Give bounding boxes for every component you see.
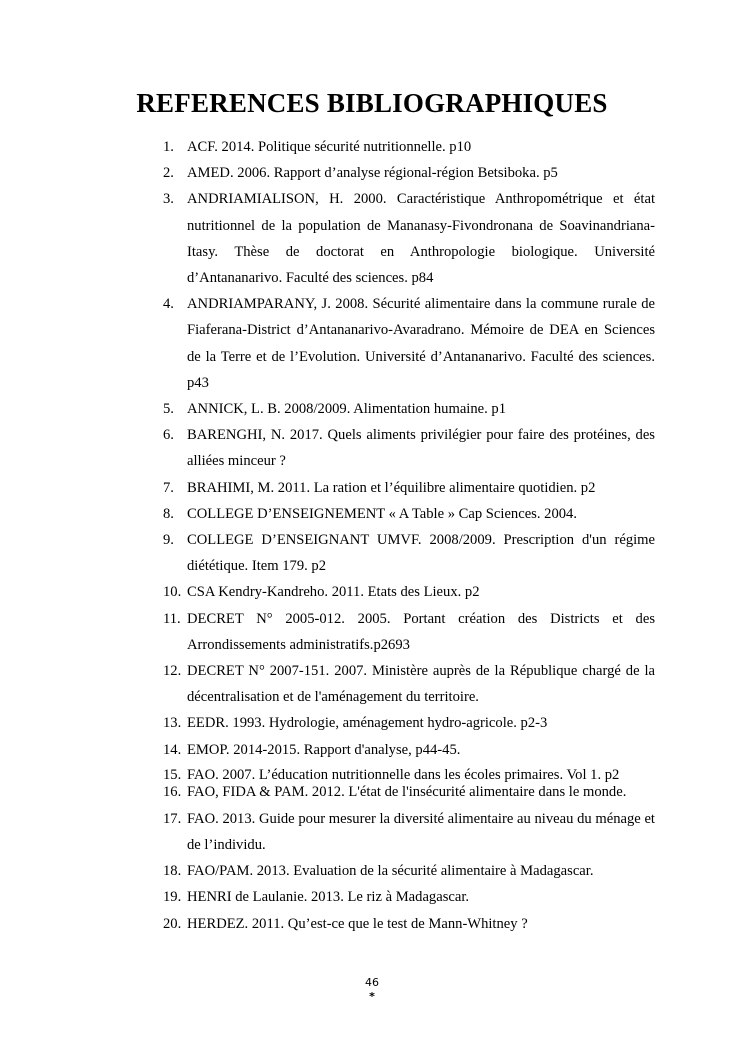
reference-item (163, 475, 655, 501)
reference-text: BARENGHI, N. 2017. Quels aliments privilégier pour faire des protéines, des alliées minceur ? (187, 427, 655, 470)
reference-text: EEDR. 1993. Hydrologie, aménagement hydro-agricole. p2-3 (187, 715, 548, 732)
page-number: 46 (365, 976, 379, 989)
reference-number: 13. (163, 715, 182, 732)
reference-text: HENRI de Laulanie. 2013. Le riz à Madagascar. (187, 889, 470, 906)
reference-number: 11. (163, 610, 181, 627)
reference-number: 14. (163, 741, 182, 758)
reference-number: 18. (163, 863, 182, 880)
reference-number: 10. (163, 584, 182, 601)
reference-item (163, 396, 655, 422)
reference-item (163, 501, 655, 527)
reference-text: DECRET N° 2005-012. 2005. Portant création des Districts et des Arrondissements administratifs.p2693 (187, 610, 655, 653)
reference-item (163, 134, 655, 160)
reference-text: EMOP. 2014-2015. Rapport d'analyse, p44-45. (187, 741, 461, 758)
reference-number: 15. (163, 766, 182, 783)
reference-text: COLLEGE D’ENSEIGNEMENT « A Table » Cap Sciences. 2004. (187, 505, 577, 522)
reference-item (163, 579, 655, 605)
reference-item (163, 737, 655, 763)
reference-item (163, 606, 655, 658)
reference-item (163, 422, 655, 474)
reference-item (163, 884, 655, 910)
reference-item (163, 291, 655, 396)
reference-list (163, 134, 655, 937)
page-marker: * (369, 990, 375, 1003)
reference-number: 17. (163, 810, 182, 827)
reference-text: CSA Kendry-Kandreho. 2011. Etats des Lieux. p2 (187, 584, 480, 601)
reference-item (163, 767, 655, 801)
reference-item (163, 186, 655, 291)
reference-text: ACF. 2014. Politique sécurité nutritionnelle. p10 (187, 139, 472, 155)
reference-text: ANNICK, L. B. 2008/2009. Alimentation humaine. p1 (187, 401, 507, 418)
reference-item (163, 658, 655, 710)
reference-number: 12. (163, 663, 182, 680)
reference-text: ANDRIAMIALISON, H. 2000. Caractéristique Anthropométrique et état nutritionnel de la population de Mananasy-Fivondronana de Soavinandriana-Itasy. Thèse de doctorat en Anthropologie biologique. Université d’Antananarivo. Faculté des sciences. p84 (187, 191, 655, 287)
reference-text: ANDRIAMPARANY, J. 2008. Sécurité alimentaire dans la commune rurale de Fiaferana-District d’Antananarivo-Avaradrano. Mémoire de DEA en Sciences de la Terre et de l’Evolution. Université d’Antananarivo. Faculté des sciences. p43 (187, 296, 655, 391)
reference-number: 4. (163, 296, 174, 313)
reference-number: 7. (163, 479, 174, 496)
reference-number: 1. (163, 139, 174, 155)
reference-item (163, 911, 655, 937)
reference-item (163, 710, 655, 736)
reference-number: 9. (163, 532, 174, 549)
reference-number: 3. (163, 191, 174, 208)
reference-text: FAO. 2013. Guide pour mesurer la diversité alimentaire au niveau du ménage et de l’individu. (187, 810, 655, 854)
reference-text: DECRET N° 2007-151. 2007. Ministère auprès de la République chargé de la décentralisation et de l'aménagement du territoire. (187, 663, 655, 706)
reference-text: FAO. 2007. L’éducation nutritionnelle dans les écoles primaires. Vol 1. p2 (187, 766, 620, 783)
reference-number: 5. (163, 401, 174, 418)
reference-number: 2. (163, 165, 174, 182)
reference-number: 20. (163, 915, 182, 932)
reference-number: 6. (163, 427, 174, 444)
reference-text: AMED. 2006. Rapport d’analyse régional-région Betsiboka. p5 (187, 165, 558, 182)
reference-text: COLLEGE D’ENSEIGNANT UMVF. 2008/2009. Prescription d'un régime diététique. Item 179. p2 (187, 532, 655, 575)
reference-text: BRAHIMI, M. 2011. La ration et l’équilibre alimentaire quotidien. p2 (187, 479, 596, 496)
reference-number: 16. (163, 783, 182, 800)
reference-item (163, 160, 655, 186)
reference-number: 8. (163, 505, 174, 522)
reference-text: FAO, FIDA & PAM. 2012. L'état de l'insécurité alimentaire dans le monde. (187, 783, 627, 800)
reference-number: 19. (163, 889, 182, 906)
reference-text: FAO/PAM. 2013. Evaluation de la sécurité alimentaire à Madagascar. (187, 863, 594, 880)
reference-item (163, 858, 655, 884)
reference-text: HERDEZ. 2011. Qu’est-ce que le test de Mann-Whitney ? (187, 915, 528, 932)
page-title: REFERENCES BIBLIOGRAPHIQUES (136, 88, 608, 118)
reference-item (163, 806, 655, 858)
reference-item (163, 527, 655, 579)
